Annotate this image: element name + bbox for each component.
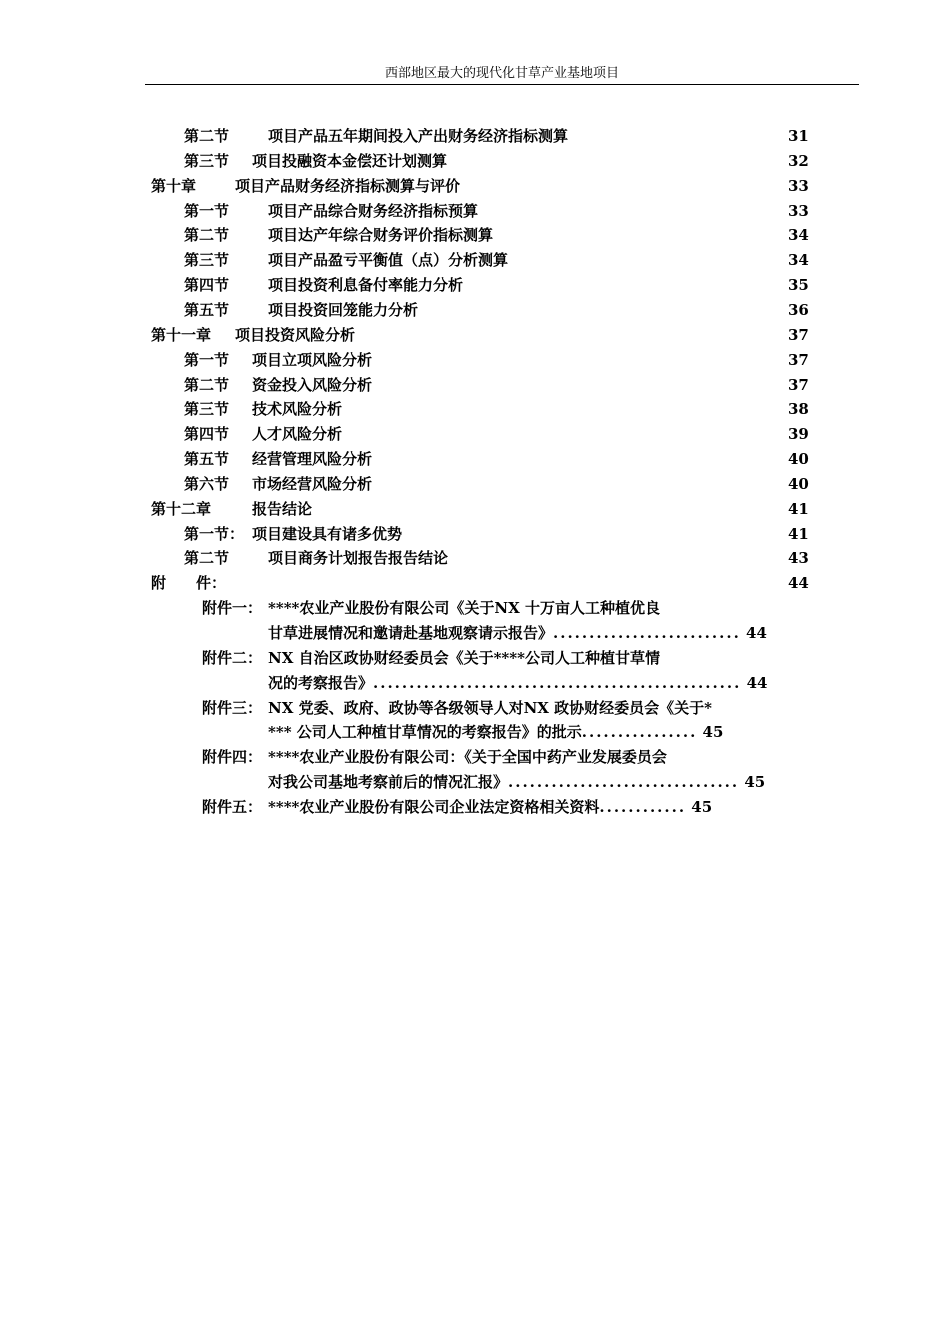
toc-entry[interactable] (0, 323, 950, 348)
toc-entry-label: 第三节 (184, 251, 230, 270)
toc-entry-title: 项目立项风险分析 (252, 350, 373, 369)
toc-entry[interactable] (0, 397, 950, 422)
attachment-page: 44 (740, 624, 767, 642)
attachment-dot-leader: ............ (599, 797, 687, 816)
toc-entry-page: 37 (788, 375, 809, 394)
toc-entry-title: 市场经营风险分析 (252, 474, 373, 493)
toc-entry-page: 34 (788, 251, 809, 270)
toc-entry[interactable] (0, 273, 950, 298)
toc-entry-title: 项目投资利息备付率能力分析 (268, 276, 464, 295)
attachment-title-line1: ****农业产业股份有限公司《关于NX 十万亩人工种植优良 (268, 599, 660, 618)
toc-entry-page: 40 (788, 450, 809, 469)
toc-entry[interactable] (0, 447, 950, 472)
attachment-dot-leader: ................................................... (373, 673, 742, 692)
toc-entry-page: 33 (788, 176, 809, 195)
toc-entry-page: 41 (788, 499, 809, 518)
toc-entry[interactable] (0, 298, 950, 323)
toc-entry-label: 第二节 (184, 127, 230, 145)
toc-entry-page: 37 (788, 350, 809, 369)
toc-entry-label: 第五节 (184, 450, 230, 469)
attachment-entry-continued[interactable] (0, 720, 950, 745)
toc-entry-title: 项目达产年综合财务评价指标测算 (268, 226, 494, 245)
toc-entry-label: 第三节 (184, 151, 230, 170)
attachment-entry-continued[interactable] (0, 621, 950, 646)
toc-entry-title: 经营管理风险分析 (252, 450, 373, 469)
toc-entry-label: 第五节 (184, 300, 230, 319)
toc-entry-page: 31 (788, 127, 809, 145)
attachment-entry[interactable] (0, 646, 950, 671)
toc-entry-title: 报告结论 (252, 499, 313, 518)
toc-entry-label: 第三节 (184, 400, 230, 419)
toc-entry-title: 项目投资回笼能力分析 (268, 300, 419, 319)
toc-entry-label: 第一节： (184, 524, 245, 543)
toc-entry-label: 第二节 (184, 375, 230, 394)
toc-entry-label: 第二节 (184, 549, 230, 568)
toc-entry-page: 36 (788, 300, 809, 319)
attachment-page: 45 (697, 723, 724, 742)
toc-entry-label: 第十二章 (151, 499, 212, 518)
toc-entry-label: 第一节 (184, 201, 230, 220)
toc-entry[interactable] (0, 124, 950, 149)
toc-entry-page: 38 (788, 400, 809, 419)
attachment-page: 45 (686, 797, 713, 816)
toc-entry[interactable] (0, 223, 950, 248)
toc-entry-page: 44 (788, 574, 809, 593)
attachment-entry[interactable] (0, 596, 950, 621)
toc-entry[interactable] (0, 497, 950, 522)
attachment-entry[interactable] (0, 795, 950, 820)
attachment-title-line2: 况的考察报告》................................................... 44 (268, 673, 768, 692)
toc-entry[interactable] (0, 571, 950, 596)
toc-entry-page: 32 (788, 151, 809, 170)
attachment-label: 附件三： (202, 698, 263, 717)
toc-entry[interactable] (0, 373, 950, 398)
toc-entry-label: 附 件： (151, 574, 227, 593)
toc-entry-page: 34 (788, 226, 809, 245)
toc-entry[interactable] (0, 348, 950, 373)
attachment-label: 附件一： (202, 599, 263, 618)
toc-entry[interactable] (0, 149, 950, 174)
attachment-dot-leader: ................................ (508, 773, 740, 792)
toc-entry[interactable] (0, 546, 950, 571)
attachment-entry[interactable] (0, 696, 950, 721)
attachment-label: 附件四： (202, 748, 263, 767)
toc-entry-label: 第十章 (151, 176, 197, 195)
toc-entry-page: 35 (788, 276, 809, 295)
toc-entry-page: 33 (788, 201, 809, 220)
attachment-label: 附件二： (202, 648, 263, 667)
toc-entry[interactable] (0, 522, 950, 547)
toc-entry[interactable] (0, 199, 950, 224)
attachment-title-line2: 对我公司基地考察前后的情况汇报》................................ 45 (268, 773, 766, 792)
attachment-dot-leader: ................ (581, 723, 698, 742)
toc-entry-title: 人才风险分析 (252, 425, 343, 444)
toc-entry[interactable] (0, 422, 950, 447)
page-header: 西部地区最大的现代化甘草产业基地项目 (145, 64, 859, 85)
toc-entry-title: 项目产品财务经济指标测算与评价 (235, 176, 461, 195)
toc-entry-title: 项目产品综合财务经济指标预算 (268, 201, 479, 220)
attachment-page: 45 (739, 773, 766, 792)
toc-entry[interactable] (0, 248, 950, 273)
toc-entry-title: 项目产品盈亏平衡值（点）分析测算 (268, 251, 509, 270)
attachment-entry[interactable] (0, 745, 950, 770)
attachment-page: 44 (741, 673, 768, 692)
toc-entry-title: 项目建设具有诸多优势 (252, 524, 403, 543)
toc-entry-label: 第六节 (184, 474, 230, 493)
toc-entry-label: 第一节 (184, 350, 230, 369)
toc-entry-title: 项目产品五年期间投入产出财务经济指标测算 (268, 127, 569, 145)
toc-entry-page: 41 (788, 524, 809, 543)
toc-entry-label: 第十一章 (151, 325, 212, 344)
toc-entry-page: 37 (788, 325, 809, 344)
toc-entry-label: 第四节 (184, 425, 230, 444)
toc-entry-page: 39 (788, 425, 809, 444)
attachment-title-line2: *** 公司人工种植甘草情况的考察报告》的批示................ 45 (268, 723, 724, 742)
toc-entry-title: 项目投资风险分析 (235, 325, 356, 344)
attachment-title-line1: ****农业产业股份有限公司企业法定资格相关资料............ 45 (268, 797, 713, 816)
toc-entry-title: 技术风险分析 (252, 400, 343, 419)
toc-entry-title: 项目投融资本金偿还计划测算 (252, 151, 448, 170)
toc-entry-title: 项目商务计划报告报告结论 (268, 549, 449, 568)
toc-entry-page: 40 (788, 474, 809, 493)
toc-entry[interactable] (0, 472, 950, 497)
attachment-dot-leader: .......................... (553, 624, 741, 642)
attachment-entry-continued[interactable] (0, 770, 950, 795)
attachment-title-line1: NX 自治区政协财经委员会《关于****公司人工种植甘草情 (268, 648, 660, 667)
attachment-entry-continued[interactable] (0, 671, 950, 696)
toc-entry-page: 43 (788, 549, 809, 568)
attachment-title-line2: 甘草进展情况和邀请赴基地观察请示报告》.......................... 44 (268, 624, 767, 642)
toc-entry-title: 资金投入风险分析 (252, 375, 373, 394)
attachment-title-line1: ****农业产业股份有限公司：《关于全国中药产业发展委员会 (268, 748, 667, 767)
toc-entry[interactable] (0, 174, 950, 199)
attachment-title-line1: NX 党委、政府、政协等各级领导人对NX 政协财经委员会《关于* (268, 698, 712, 717)
attachment-label: 附件五： (202, 797, 263, 816)
toc-entry-label: 第二节 (184, 226, 230, 245)
toc-entry-label: 第四节 (184, 276, 230, 295)
